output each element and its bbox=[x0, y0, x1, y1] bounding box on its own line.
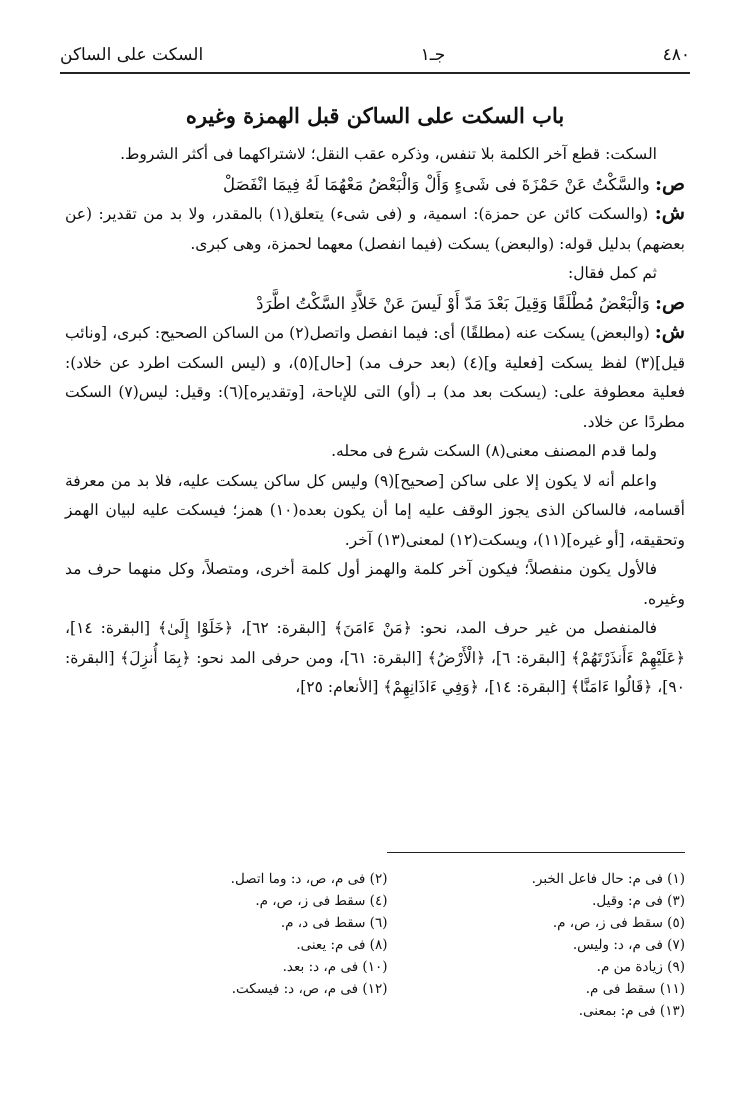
paragraph bbox=[65, 614, 685, 703]
commentary-paragraph bbox=[65, 318, 685, 437]
footnote: (١) فى م: حال فاعل الخبر. bbox=[531, 871, 685, 887]
paragraph-text: فالأول يكون منفصلاً؛ فيكون آخر كلمة والهمز أول كلمة أخرى، ومتصلاً، وكل منهما حرف مد وغيره. bbox=[65, 560, 685, 608]
commentary-label: ش: bbox=[654, 321, 685, 343]
paragraph-text: واعلم أنه لا يكون إلا على ساكن [صحيح](٩) وليس كل ساكن يسكت عليه، فلا بد من معرفة أقسامه، فالساكن الذى يجوز الوقف عليه إما أن يكون بعده(١٠) همز؛ فيسكت عليه لبيان الهمز وتحقيقه، [أو غيره](١١)، ويسكت(١٢) لمعنى(١٣) آخر. bbox=[65, 471, 685, 549]
verse-label: ص: bbox=[655, 291, 685, 314]
paragraph bbox=[65, 259, 685, 289]
verse-label: ص: bbox=[655, 172, 685, 195]
footnote: (٧) فى م، د: وليس. bbox=[572, 937, 685, 953]
footnote: (٨) فى م: يعنى. bbox=[296, 937, 388, 953]
paragraph-text: (والبعض) يسكت عنه (مطلقًا) أى: فيما انفصل واتصل(٢) من الساكن الصحيح: كبرى، [ونائب قيل](٣) لفظ يسكت [فعلية و](٤) (بعد حرف مد) [حال](٥)، و (ليس السكت اطرد عن خلاد): فعلية معطوفة على: (يسكت بعد مد) بـ (أو) التى للإباحة، [وتقديره](٦): وقيل: ليس(٧) السكت مطردًا عن خلاد. bbox=[65, 324, 685, 431]
footnote: (١٣) فى م: بمعنى. bbox=[578, 1003, 685, 1019]
running-title: السكت على الساكن bbox=[60, 45, 204, 65]
paragraph-text: ثم كمل فقال: bbox=[567, 264, 657, 282]
footnote: (٦) سقط فى د، م. bbox=[280, 915, 388, 931]
paragraph bbox=[65, 467, 685, 556]
footnote: (٩) زيادة من م. bbox=[596, 959, 685, 975]
paragraph bbox=[65, 555, 685, 614]
footnote: (٣) فى م: وقيل. bbox=[592, 893, 685, 909]
paragraph-text: ولما قدم المصنف معنى(٨) السكت شرع فى محله. bbox=[331, 442, 657, 460]
commentary-label: ش: bbox=[654, 202, 685, 224]
footnote: (١٠) فى م، د: بعد. bbox=[282, 959, 388, 975]
page-number: ٤٨٠ bbox=[662, 45, 690, 65]
footnote: (٥) سقط فى ز، ص، م. bbox=[552, 915, 685, 931]
commentary-paragraph bbox=[65, 199, 685, 259]
footnotes bbox=[140, 868, 685, 1022]
chapter-title: باب السكت على الساكن قبل الهمزة وغيره bbox=[185, 103, 565, 128]
verse-line bbox=[65, 289, 685, 319]
footnote-separator bbox=[387, 852, 685, 853]
running-header bbox=[60, 42, 690, 74]
main-text bbox=[65, 140, 685, 703]
footnote: (٤) سقط فى ز، ص، م. bbox=[255, 893, 388, 909]
paragraph bbox=[65, 140, 685, 170]
paragraph bbox=[65, 437, 685, 467]
footnote: (١٢) فى م، ص، د: فيسكت. bbox=[231, 981, 388, 997]
footnote: (١١) سقط فى م. bbox=[585, 981, 685, 997]
paragraph-text: السكت: قطع آخر الكلمة بلا تنفس، وذكره عقب النقل؛ لاشتراكهما فى أكثر الشروط. bbox=[120, 145, 657, 163]
paragraph-text: (والسكت كائن عن حمزة): اسمية، و (فى شىء) يتعلق(١) بالمقدر، ولا بد من تقدير: (عن بعضهم) بدليل قوله: (والبعض) يسكت (فيما انفصل) معهما لحمزة، وهى كبرى. bbox=[65, 205, 685, 253]
footnote: (٢) فى م، ص، د: وما اتصل. bbox=[230, 871, 388, 887]
volume-label: جـ١ bbox=[420, 45, 446, 65]
paragraph-text: وَالْبَعْضُ مُطْلَقًا وَقِيلَ بَعْدَ مَدّ أَوْ لَيسَ عَنْ خَلاَّدِ السَّكْتُ اطَّرَدْ bbox=[256, 293, 650, 313]
paragraph-text: والسَّكْتُ عَنْ حَمْزَةَ فى شَىءٍ وَأَلْ وَالْبَعْضُ مَعْهُمَا لَهُ فِيمَا انْفَصَلْ bbox=[222, 174, 650, 194]
verse-line bbox=[65, 170, 685, 200]
paragraph-text: فالمنفصل من غير حرف المد، نحو: ﴿مَنْ ءَامَنَ﴾ [البقرة: ٦٢]، ﴿خَلَوْا إِلَىٰ﴾ [البقرة: ١٤]، ﴿عَلَيْهِمْ ءَأَنذَرْتَهُمْ﴾ [البقرة: ٦]، ﴿الْأَرْضُ﴾ [البقرة: ٦١]، ومن حرفى المد نحو: ﴿بِمَا أُنزِلَ﴾ [البقرة: ٩٠]، ﴿قَالُوا ءَامَنَّا﴾ [البقرة: ١٤]، ﴿وَفِي ءَاذَانِهِمْ﴾ [الأنعام: ٢٥]، bbox=[65, 619, 685, 696]
